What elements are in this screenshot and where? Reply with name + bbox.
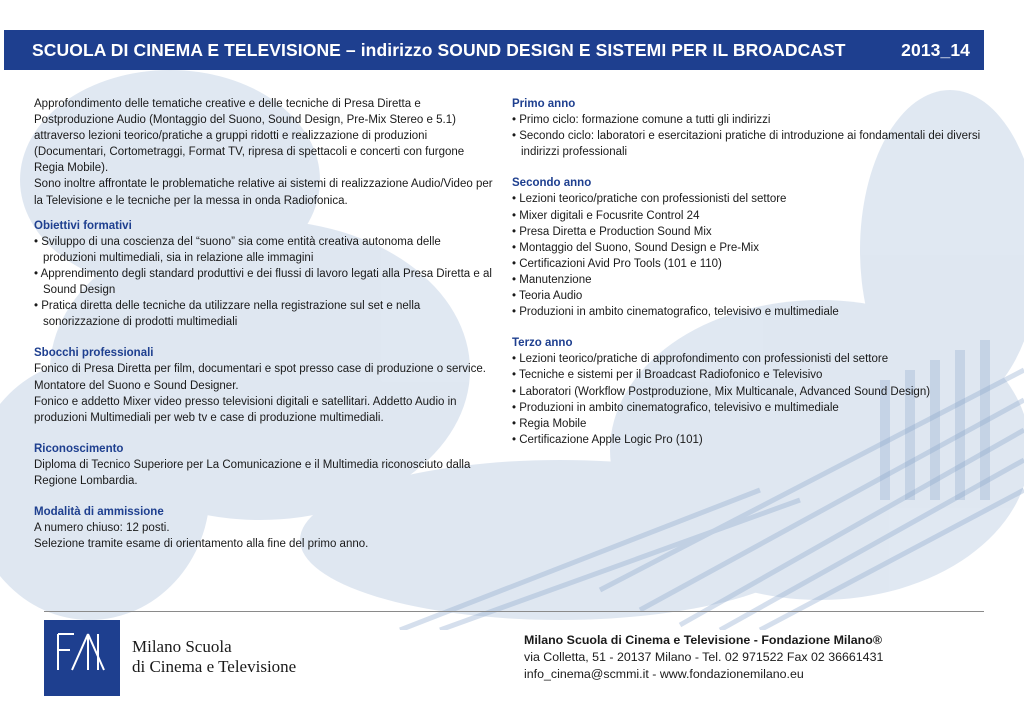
logo-line: Milano Scuola (132, 637, 232, 656)
list-item: • Pratica diretta delle tecniche da utilizzare nella registrazione sul set e nella sonorizzazione di prodotti multimediali (34, 298, 496, 330)
section-ammissione (34, 504, 496, 552)
list-item: • Produzioni in ambito cinematografico, televisivo e multimediale (512, 304, 982, 320)
section-title: Terzo anno (512, 337, 573, 350)
right-column (512, 96, 982, 448)
list-item: • Lezioni teorico/pratiche con professionisti del settore (512, 191, 982, 207)
section-title: Primo anno (512, 98, 576, 110)
list-item: • Presa Diretta e Production Sound Mix (512, 224, 982, 240)
logo-line: di Cinema e Televisione (132, 657, 297, 676)
list-item: • Sviluppo di una coscienza del “suono” sia come entità creativa autonoma delle produzioni multimediali, sia in relazione alle immagini (34, 234, 496, 266)
paragraph: A numero chiuso: 12 posti. (34, 522, 170, 535)
paragraph: Fonico e addetto Mixer video presso televisioni digitali e satellitari. Addetto Audio in produzioni Multimediali per web tv e case di produzione multimediali. (34, 395, 457, 424)
list-item: • Laboratori (Workflow Postproduzione, Mix Multicanale, Advanced Sound Design) (512, 384, 982, 400)
paragraph: Fonico di Presa Diretta per film, documentari e spot presso case di produzione o service. Montatore del Suono e Sound Designer. (34, 363, 486, 392)
section-title: Secondo anno (512, 177, 592, 190)
section-title: Obiettivi formativi (34, 219, 132, 232)
left-column (34, 96, 496, 552)
academic-year: 2013_14 (901, 39, 970, 60)
paragraph: Selezione tramite esame di orientamento alla fine del primo anno. (34, 538, 369, 551)
school-logo-icon (44, 620, 120, 696)
list-item: • Produzioni in ambito cinematografico, televisivo e multimediale (512, 400, 982, 416)
list-item: • Regia Mobile (512, 416, 982, 432)
section-title: Sbocchi professionali (34, 347, 154, 360)
list-item: • Manutenzione (512, 272, 982, 288)
section-secondo-anno (512, 175, 982, 320)
contact-block (524, 632, 883, 683)
list-item: • Secondo ciclo: laboratori e esercitazioni pratiche di introduzione ai fondamentali dei diversi indirizzi professionali (512, 128, 982, 160)
section-terzo-anno (512, 335, 982, 448)
intro-paragraph: Sono inoltre affrontate le problematiche relative ai sistemi di realizzazione Audio/Video per la Televisione e le tecniche per la messa in onda Radiofonica. (34, 178, 493, 207)
section-obiettivi (34, 218, 496, 331)
list-item: • Teoria Audio (512, 288, 982, 304)
list-item: • Lezioni teorico/pratiche di approfondimento con professionisti del settore (512, 351, 982, 367)
section-riconoscimento (34, 441, 496, 489)
page-header (4, 30, 984, 70)
page-title: SCUOLA DI CINEMA E TELEVISIONE – indirizzo SOUND DESIGN E SISTEMI PER IL BROADCAST (32, 39, 846, 60)
contact-web: info_cinema@scmmi.it - www.fondazionemilano.eu (524, 667, 804, 681)
list-item: • Certificazioni Avid Pro Tools (101 e 110) (512, 256, 982, 272)
footer-divider (44, 611, 984, 612)
list-item: • Tecniche e sistemi per il Broadcast Radiofonico e Televisivo (512, 367, 982, 383)
list-item: • Mixer digitali e Focusrite Control 24 (512, 208, 982, 224)
section-title: Riconoscimento (34, 442, 124, 455)
address: via Colletta, 51 - 20137 Milano - Tel. 02 971522 Fax 02 36661431 (524, 650, 884, 664)
intro-paragraph: Approfondimento delle tematiche creative e delle tecniche di Presa Diretta e Postproduzione Audio (Montaggio del Suono, Sound Design, Pre-Mix Stereo e 5.1) attraverso lezioni teorico/pratiche a gruppi ridotti e realizzazione di produzioni (Documentari, Cortometraggi, Format TV, ripresa di spettacoli e concerti con furgone Regia Mobile). (34, 98, 465, 175)
section-primo-anno (512, 96, 982, 160)
list-item: • Primo ciclo: formazione comune a tutti gli indirizzi (512, 112, 982, 128)
section-title: Modalità di ammissione (34, 506, 164, 519)
paragraph: Diploma di Tecnico Superiore per La Comunicazione e il Multimedia riconosciuto dalla Regione Lombardia. (34, 458, 471, 487)
list-item: • Certificazione Apple Logic Pro (101) (512, 432, 982, 448)
list-item: • Montaggio del Suono, Sound Design e Pre-Mix (512, 240, 982, 256)
organization-name: Milano Scuola di Cinema e Televisione - Fondazione Milano® (524, 633, 882, 647)
list-item: • Apprendimento degli standard produttivi e dei flussi di lavoro legati alla Presa Diretta e al Sound Design (34, 266, 496, 298)
school-logo-name (132, 637, 296, 677)
section-sbocchi (34, 345, 496, 425)
